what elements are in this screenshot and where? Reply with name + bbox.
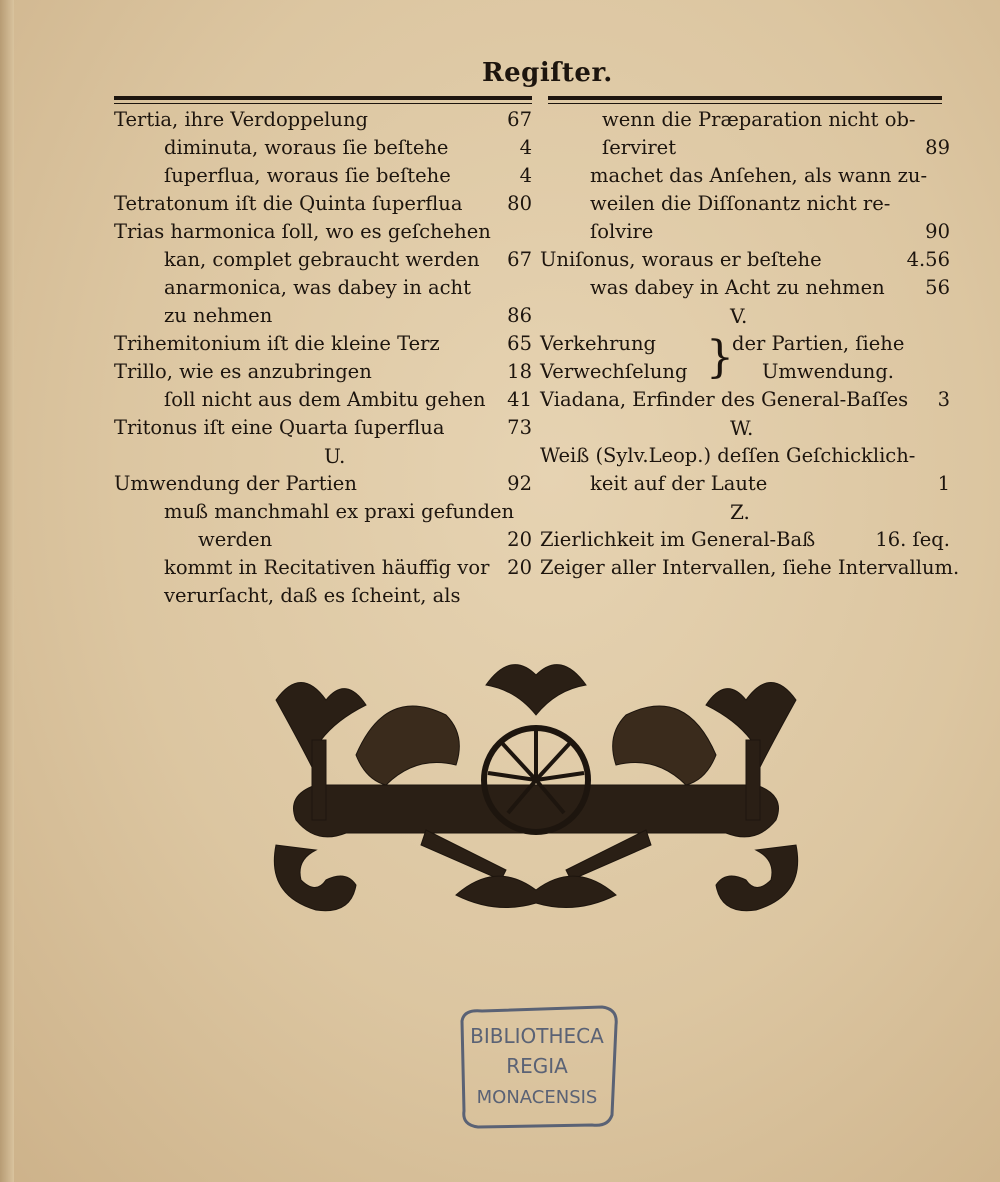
index-entry-text: ſuperflua, woraus ſie beſtehe: [164, 164, 451, 187]
index-entry: [540, 162, 950, 190]
index-entry: [114, 386, 532, 414]
stamp-line3: MONACENSIS: [476, 1087, 598, 1108]
index-entry-text: kan, complet gebraucht werden: [164, 248, 480, 271]
index-entry-text: anarmonica, was dabey in acht: [164, 276, 471, 299]
index-entry-page: 1: [937, 472, 950, 495]
index-entry: [114, 190, 532, 218]
index-entry: [114, 302, 532, 330]
index-entry-text: ſerviret: [602, 136, 677, 159]
index-entry-text: Uniſonus, woraus er beſtehe: [540, 248, 822, 271]
index-entry-text: was dabey in Acht zu nehmen: [590, 276, 885, 299]
index-entry-text: Tetratonum iſt die Quinta ſuperflua: [114, 192, 463, 215]
index-entry: [114, 470, 532, 498]
index-section-letter: [540, 302, 950, 330]
brace-entry-right2: Umwendung.: [762, 360, 894, 383]
index-entry: [540, 554, 960, 582]
index-column-left: [114, 106, 532, 610]
index-entry-text: weilen die Diſſonantz nicht re-: [590, 192, 891, 215]
index-entry-page: 80: [507, 192, 532, 215]
index-entry-page: 90: [925, 220, 950, 243]
index-entry-page: 92: [507, 472, 532, 495]
stamp-line1: BIBLIOTHECA: [470, 1024, 604, 1048]
index-entry-text: Trihemitonium iſt die kleine Terz: [114, 332, 440, 355]
index-entry: [114, 134, 532, 162]
index-entry-page: 4: [519, 136, 532, 159]
index-entry: [540, 106, 950, 134]
index-entry: [114, 554, 532, 582]
index-entry-text: Viadana, Erfinder des General-Baſſes: [540, 388, 909, 411]
index-entry: [114, 582, 532, 610]
section-letter: Z.: [730, 500, 750, 524]
index-entry-text: Umwendung der Partien: [114, 472, 357, 495]
index-entry: [114, 274, 532, 302]
index-entry: [114, 526, 532, 554]
index-section-letter: [114, 442, 532, 470]
index-entry-text: Weiß (Sylv.Leop.) deſſen Geſchicklich-: [540, 444, 916, 467]
brace-entry-line2: Verwechſelung: [540, 360, 688, 383]
index-entry: [540, 470, 950, 498]
library-stamp: [452, 1003, 622, 1131]
section-letter: W.: [730, 416, 754, 440]
index-entry-page: 3: [937, 388, 950, 411]
index-entry-text: werden: [198, 528, 273, 551]
index-entry: [114, 106, 532, 134]
stamp-line2: REGIA: [506, 1054, 568, 1078]
header-rule-right-thin: [548, 103, 942, 104]
index-entry-text: Trillo, wie es anzubringen: [114, 360, 372, 383]
index-entry: [114, 358, 532, 386]
index-entry-text: zu nehmen: [164, 304, 273, 327]
brace-entry-line1: Verkehrung: [540, 332, 656, 355]
index-entry-page: 56: [925, 276, 950, 299]
index-entry: [114, 246, 532, 274]
index-entry: [540, 386, 950, 414]
header-rule-left: [114, 96, 532, 100]
brace-entry: [540, 330, 950, 386]
page-header: Regiſter.: [482, 58, 613, 88]
index-entry-text: Tertia, ihre Verdoppelung: [114, 108, 369, 131]
woodcut-ornament-icon: [256, 645, 816, 925]
index-entry-page: 16. ſeq.: [875, 528, 950, 551]
header-rule-right: [548, 96, 942, 100]
index-entry-text: diminuta, woraus ſie beſtehe: [164, 136, 449, 159]
index-entry: [114, 414, 532, 442]
index-entry-text: Tritonus iſt eine Quarta ſuperflua: [114, 416, 445, 439]
index-entry-page: 20: [507, 528, 532, 551]
section-letter: U.: [324, 444, 346, 468]
right-column-top: [540, 106, 950, 330]
index-entry-page: 41: [507, 388, 532, 411]
index-entry-page: 86: [507, 304, 532, 327]
index-entry-text: Zierlichkeit im General-Baß: [540, 528, 816, 551]
index-entry: [540, 190, 950, 218]
right-column-bottom: [540, 386, 960, 582]
index-entry-page: 4: [519, 164, 532, 187]
section-letter: V.: [730, 304, 748, 328]
index-entry-text: verurſacht, daß es ſcheint, als: [164, 584, 461, 607]
index-entry-page: 20: [507, 556, 532, 579]
index-entry: [540, 526, 950, 554]
header-rule-left-thin: [114, 103, 532, 104]
page-edge: [0, 0, 14, 1182]
index-entry-text: Trias harmonica ſoll, wo es geſchehen: [114, 220, 491, 243]
index-entry: [540, 442, 950, 470]
brace-entry-right1: der Partien, ſiehe: [732, 332, 905, 355]
index-entry: [114, 330, 532, 358]
index-entry-text: ſolvire: [590, 220, 654, 243]
index-entry: [540, 274, 950, 302]
index-entry-text: ſoll nicht aus dem Ambitu gehen: [164, 388, 486, 411]
index-entry-page: 65: [507, 332, 532, 355]
index-entry-text: keit auf der Laute: [590, 472, 768, 495]
index-entry: [114, 162, 532, 190]
index-section-letter: [540, 498, 950, 526]
index-entry-text: Zeiger aller Intervallen, ſiehe Intervallum.: [540, 556, 960, 579]
index-entry-page: 89: [925, 136, 950, 159]
index-entry-text: muß manchmahl ex praxi gefunden: [164, 500, 515, 523]
index-entry: [114, 498, 532, 526]
index-column-right: [540, 106, 960, 582]
index-entry: [540, 218, 950, 246]
curly-brace-icon: }: [706, 332, 734, 383]
index-entry-page: 67: [507, 248, 532, 271]
index-section-letter: [540, 414, 950, 442]
index-entry-text: wenn die Præparation nicht ob-: [602, 108, 916, 131]
index-entry-text: machet das Anſehen, als wann zu-: [590, 164, 928, 187]
index-entry: [540, 134, 950, 162]
index-entry-page: 4.56: [906, 248, 950, 271]
index-entry-page: 18: [507, 360, 532, 383]
index-entry-page: 67: [507, 108, 532, 131]
index-entry: [114, 218, 532, 246]
index-entry: [540, 246, 950, 274]
index-entry-text: kommt in Recitativen häuffig vor: [164, 556, 490, 579]
index-entry-page: 73: [507, 416, 532, 439]
